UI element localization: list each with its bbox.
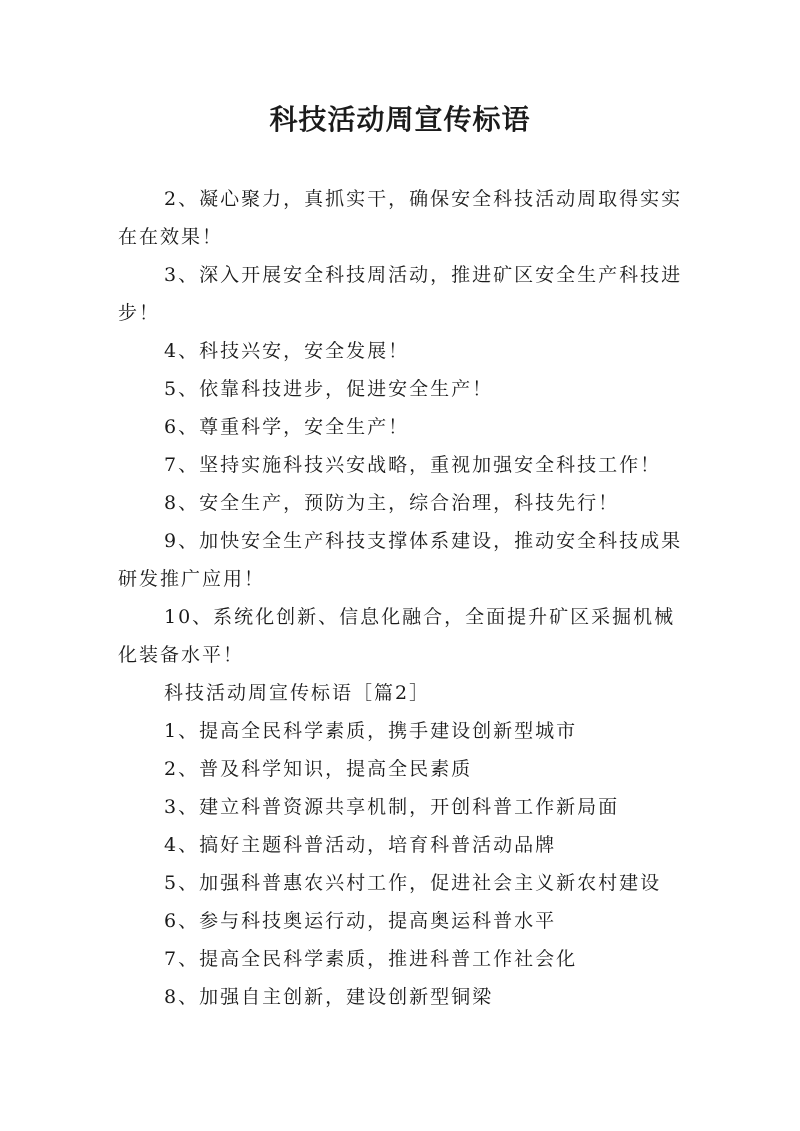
slogan-paragraph: 3、深入开展安全科技周活动，推进矿区安全生产科技进步！ — [118, 264, 683, 324]
slogan-paragraph: 7、坚持实施科技兴安战略，重视加强安全科技工作！ — [164, 454, 662, 476]
slogan-paragraph: 8、加强自主创新，建设创新型铜梁 — [164, 986, 494, 1008]
section-heading: 科技活动周宣传标语［篇2］ — [164, 682, 431, 704]
slogan-paragraph: 9、加快安全生产科技支撑体系建设，推动安全科技成果研发推广应用！ — [118, 530, 683, 590]
slogan-paragraph: 5、依靠科技进步，促进安全生产！ — [164, 378, 494, 400]
slogan-paragraph: 2、凝心聚力，真抓实干，确保安全科技活动周取得实实在在效果！ — [118, 188, 683, 248]
document-body — [118, 180, 688, 1016]
slogan-paragraph: 6、尊重科学，安全生产！ — [164, 416, 410, 438]
slogan-paragraph: 10、系统化创新、信息化融合，全面提升矿区采掘机械化装备水平！ — [118, 606, 676, 666]
slogan-paragraph: 7、提高全民科学素质，推进科普工作社会化 — [164, 948, 578, 970]
slogan-paragraph: 2、普及科学知识，提高全民素质 — [164, 758, 473, 780]
slogan-paragraph: 3、建立科普资源共享机制，开创科普工作新局面 — [164, 796, 620, 818]
slogan-paragraph: 8、安全生产，预防为主，综合治理，科技先行！ — [164, 492, 620, 514]
slogan-paragraph: 4、搞好主题科普活动，培育科普活动品牌 — [164, 834, 557, 856]
slogan-paragraph: 4、科技兴安，安全发展！ — [164, 340, 410, 362]
slogan-paragraph: 1、提高全民科学素质，携手建设创新型城市 — [164, 720, 578, 742]
slogan-paragraph: 5、加强科普惠农兴村工作，促进社会主义新农村建设 — [164, 872, 662, 894]
document-title: 科技活动周宣传标语 — [269, 103, 531, 136]
slogan-paragraph: 6、参与科技奥运行动，提高奥运科普水平 — [164, 910, 557, 932]
